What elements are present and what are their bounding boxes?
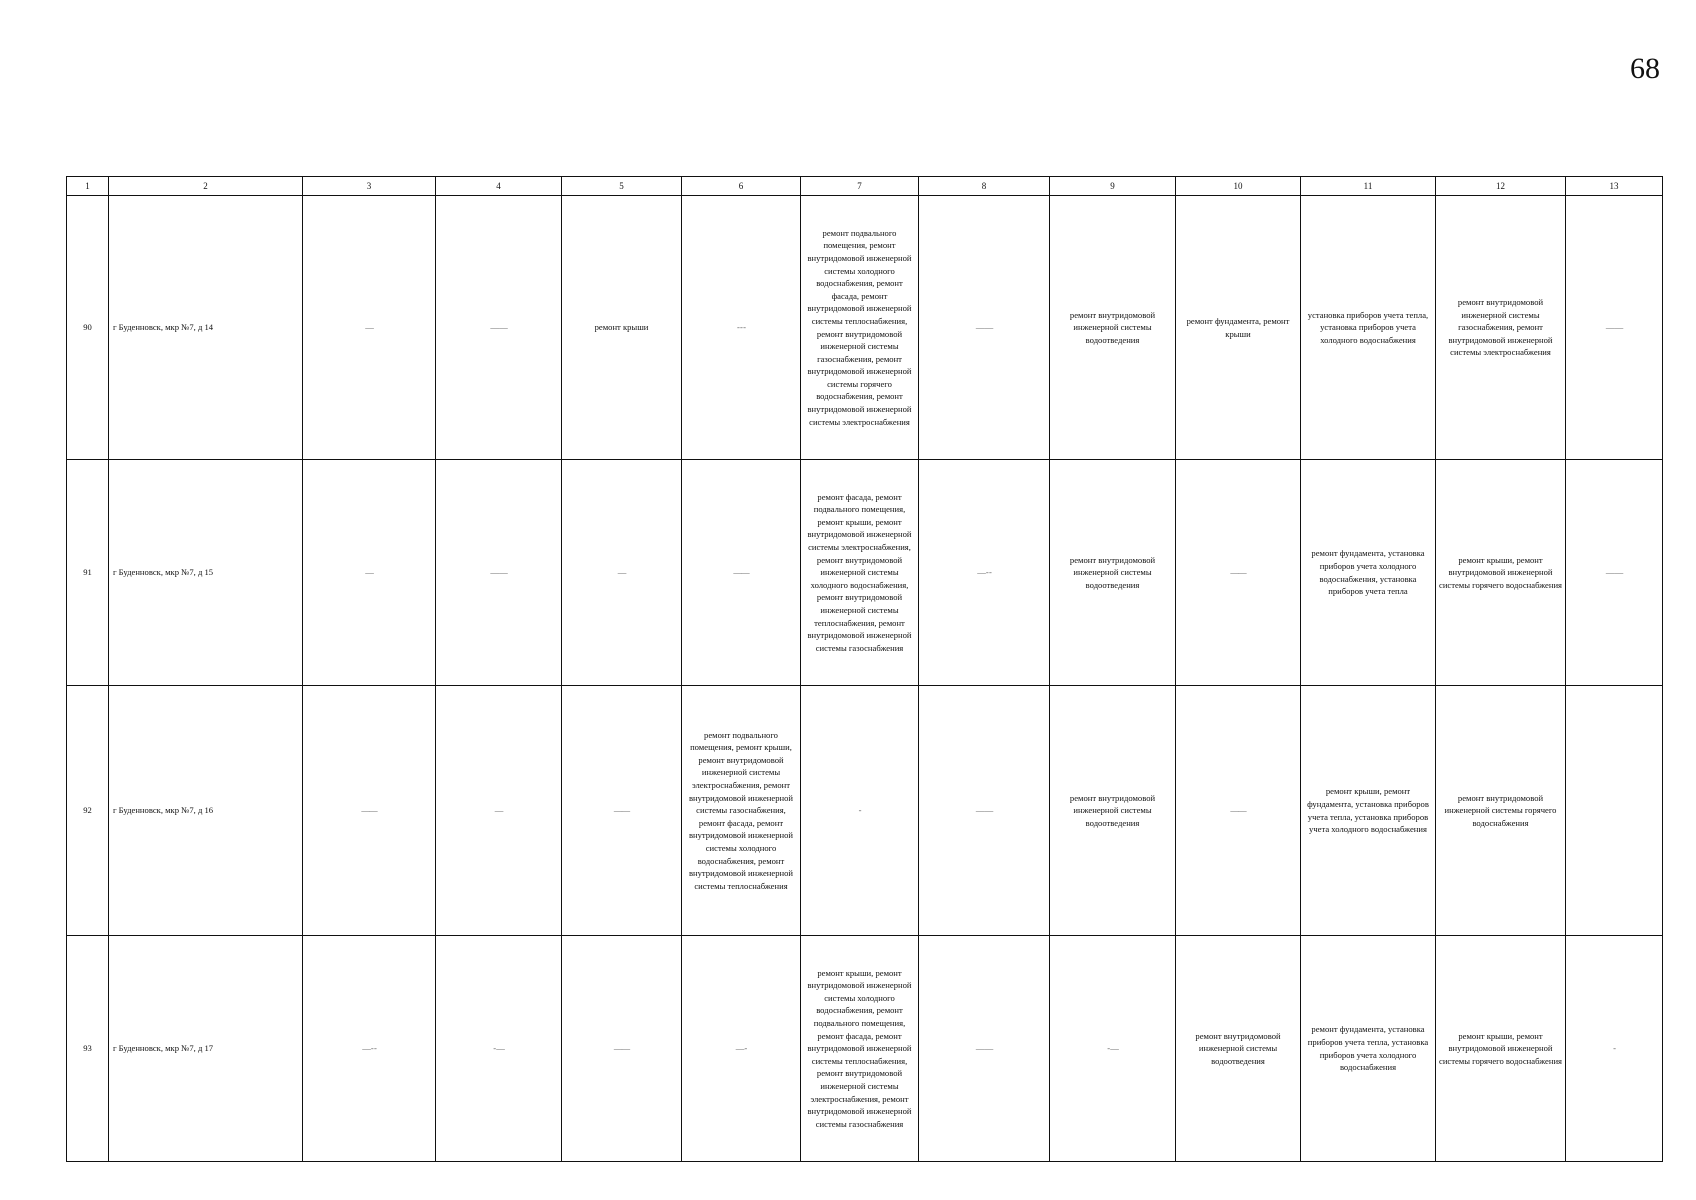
cell-col3: — - - [303,936,436,1162]
cell-col9: ремонт внутридомовой инженерной системы водоотведения [1050,686,1176,936]
column-header: 6 [682,177,801,196]
column-header: 2 [109,177,303,196]
cell-col11: ремонт фундамента, установка приборов учета тепла, установка приборов учета холодного водоснабжения [1301,936,1436,1162]
cell-col5: —— [562,936,682,1162]
row-number: 92 [67,686,109,936]
cell-col8: — — [919,936,1050,1162]
cell-col7: ремонт крыши, ремонт внутридомовой инженерной системы холодного водоснабжения, ремонт подвального помещения, ремонт фасада, ремонт внутридомовой инженерной системы теплоснабжения, ремонт внутридомовой инженерной системы электроснабжения, ремонт внутридомовой инженерной системы газоснабжения [801,936,919,1162]
cell-col4: - — [436,936,562,1162]
cell-col13: - [1566,936,1663,1162]
cell-col12: ремонт внутридомовой инженерной системы горячего водоснабжения [1436,686,1566,936]
column-header: 8 [919,177,1050,196]
column-header: 10 [1176,177,1301,196]
cell-col9: ремонт внутридомовой инженерной системы водоотведения [1050,196,1176,460]
table-row [67,460,1663,686]
table-row [67,196,1663,460]
cell-col6: — - [682,936,801,1162]
cell-col10: ремонт фундамента, ремонт крыши [1176,196,1301,460]
repair-schedule-table [66,176,1663,1162]
cell-col5: ремонт крыши [562,196,682,460]
column-header: 7 [801,177,919,196]
cell-col11: ремонт фундамента, установка приборов учета холодного водоснабжения, установка приборов учета тепла [1301,460,1436,686]
table-row [67,686,1663,936]
cell-col10: —— [1176,460,1301,686]
column-header: 13 [1566,177,1663,196]
cell-col6: - - - [682,196,801,460]
page-number: 68 [1630,52,1660,85]
cell-col7: ремонт подвального помещения, ремонт внутридомовой инженерной системы холодного водоснабжения, ремонт фасада, ремонт внутридомовой инженерной системы теплоснабжения, ремонт внутридомовой инженерной системы газоснабжения, ремонт внутридомовой инженерной системы горячего водоснабжения, ремонт внутридомовой инженерной системы электроснабжения [801,196,919,460]
cell-col6: —— [682,460,801,686]
cell-col9: ремонт внутридомовой инженерной системы водоотведения [1050,460,1176,686]
cell-col13: — — [1566,460,1663,686]
cell-col6: ремонт подвального помещения, ремонт крыши, ремонт внутридомовой инженерной системы электроснабжения, ремонт внутридомовой инженерной системы газоснабжения, ремонт фасада, ремонт внутридомовой инженерной системы холодного водоснабжения, ремонт внутридомовой инженерной системы теплоснабжения [682,686,801,936]
cell-col9: - — [1050,936,1176,1162]
cell-col11: установка приборов учета тепла, установка приборов учета холодного водоснабжения [1301,196,1436,460]
cell-col3: — [303,196,436,460]
cell-col5: — [562,460,682,686]
cell-col4: — — [436,196,562,460]
cell-col4: — — [436,460,562,686]
address-cell: г Буденновск, мкр №7, д 17 [109,936,303,1162]
address-cell: г Буденновск, мкр №7, д 16 [109,686,303,936]
cell-col5: —— [562,686,682,936]
cell-col4: — [436,686,562,936]
column-header: 9 [1050,177,1176,196]
column-number-header [67,177,1663,196]
address-cell: г Буденновск, мкр №7, д 15 [109,460,303,686]
cell-col12: ремонт крыши, ремонт внутридомовой инженерной системы горячего водоснабжения [1436,460,1566,686]
cell-col8: — — [919,196,1050,460]
cell-col13: — — [1566,196,1663,460]
column-header: 11 [1301,177,1436,196]
address-cell: г Буденновск, мкр №7, д 14 [109,196,303,460]
cell-col8: — — [919,686,1050,936]
cell-col8: — - - [919,460,1050,686]
column-header: 12 [1436,177,1566,196]
column-header: 5 [562,177,682,196]
row-number: 91 [67,460,109,686]
row-number: 93 [67,936,109,1162]
column-header: 3 [303,177,436,196]
row-number: 90 [67,196,109,460]
cell-col10: —— [1176,686,1301,936]
cell-col3: —— [303,686,436,936]
cell-col12: ремонт внутридомовой инженерной системы газоснабжения, ремонт внутридомовой инженерной системы электроснабжения [1436,196,1566,460]
cell-col11: ремонт крыши, ремонт фундамента, установка приборов учета тепла, установка приборов учета холодного водоснабжения [1301,686,1436,936]
column-header: 4 [436,177,562,196]
cell-col10: ремонт внутридомовой инженерной системы водоотведения [1176,936,1301,1162]
column-header: 1 [67,177,109,196]
table-row [67,936,1663,1162]
cell-col12: ремонт крыши, ремонт внутридомовой инженерной системы горячего водоснабжения [1436,936,1566,1162]
cell-col7: ремонт фасада, ремонт подвального помещения, ремонт крыши, ремонт внутридомовой инженерной системы электроснабжения, ремонт внутридомовой инженерной системы холодного водоснабжения, ремонт внутридомовой инженерной системы теплоснабжения, ремонт внутридомовой инженерной системы газоснабжения [801,460,919,686]
cell-col7: - [801,686,919,936]
cell-col3: — [303,460,436,686]
cell-col13 [1566,686,1663,936]
